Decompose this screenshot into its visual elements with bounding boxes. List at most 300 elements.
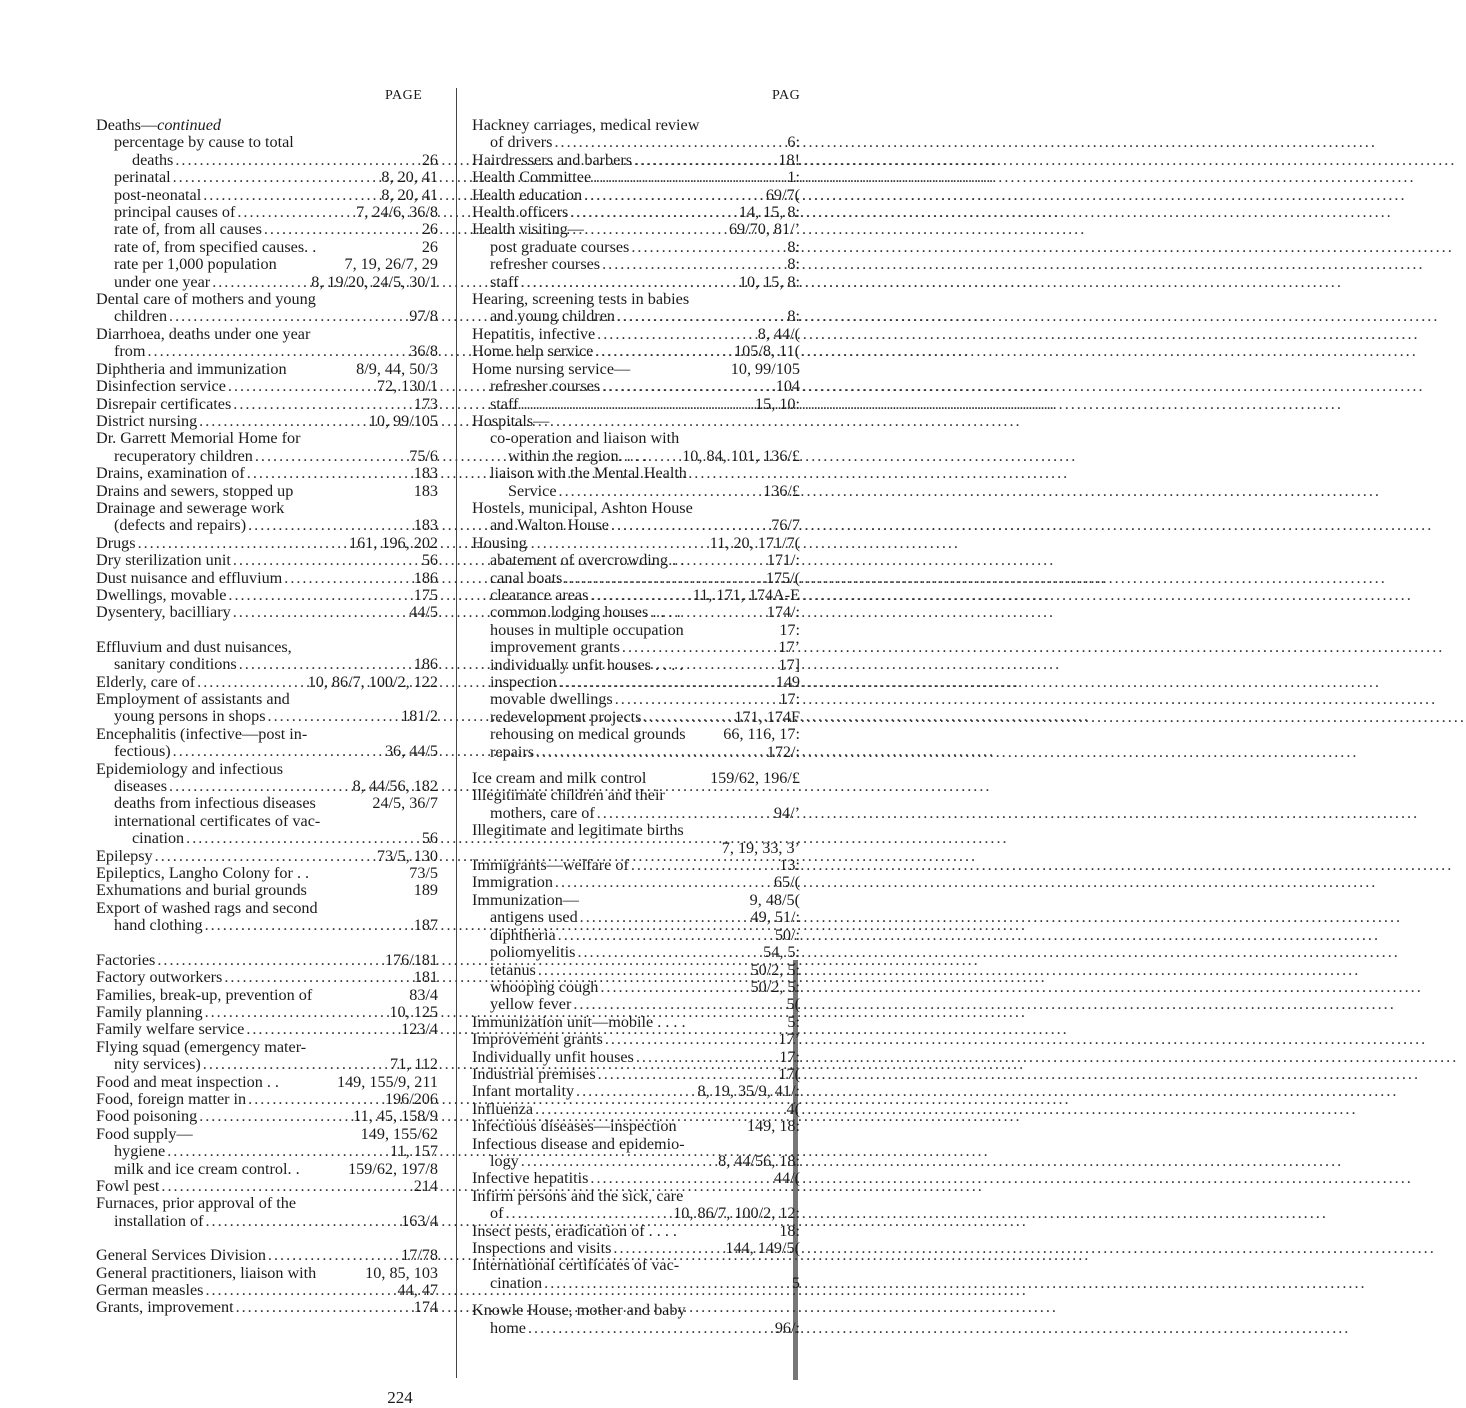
entry-pages: 10, 99/105 [368, 411, 438, 430]
dot-leader [184, 830, 422, 847]
index-entry [96, 1213, 438, 1230]
entry-term: Diarrhoea, deaths under one year [96, 324, 311, 343]
page-column-label-right: PAG [772, 88, 801, 103]
entry-pages: 83/4 [409, 985, 438, 1004]
entry-term: logy [490, 1151, 519, 1170]
entry-term: co-operation and liaison with [490, 429, 680, 448]
dot-leader [596, 1066, 779, 1083]
dot-leader [503, 1205, 673, 1222]
entry-term: Food, foreign matter in [96, 1089, 247, 1108]
index-entry [96, 256, 438, 273]
entry-term: from [114, 342, 146, 361]
dot-leader [153, 848, 377, 865]
dot-leader [552, 134, 787, 151]
dot-leader [598, 979, 750, 996]
dot-leader [613, 691, 780, 708]
entry-term: mothers, care of [490, 803, 595, 822]
entry-pages: 104 [775, 377, 800, 396]
entry-term: fectious) [114, 742, 171, 761]
entry-term: Exhumations and burial grounds [96, 881, 307, 900]
index-entry [472, 1188, 800, 1205]
entry-term: General practitioners, liaison with [96, 1263, 317, 1282]
entry-term: and Walton House [490, 516, 609, 535]
index-entry [472, 326, 800, 343]
index-entry [472, 1275, 800, 1292]
index-entry [96, 500, 438, 517]
dot-leader [197, 413, 369, 430]
index-entry [472, 822, 800, 839]
index-entry [472, 1118, 800, 1135]
index-entry [472, 604, 800, 621]
entry-term: under one year [114, 272, 211, 291]
entry-term: canal boats [490, 568, 563, 587]
dot-leader [578, 909, 751, 926]
index-entry [96, 1195, 438, 1212]
index-entry [472, 1031, 800, 1048]
dot-leader [201, 1056, 390, 1073]
dot-leader [136, 535, 349, 552]
dot-leader [556, 927, 775, 944]
index-entry [472, 274, 800, 291]
entry-pages: 159/62, 197/8 [348, 1159, 438, 1178]
entry-pages: 171, 174F [734, 707, 800, 726]
entry-pages: 8: [787, 255, 800, 274]
dot-leader [588, 587, 692, 604]
dot-leader [266, 1247, 401, 1264]
entry-term: Drains and sewers, stopped up [96, 481, 294, 500]
dot-leader [246, 517, 414, 534]
entry-term: Immunization unit—mobile . . . . [472, 1012, 686, 1031]
entry-term: hand clothing [114, 916, 203, 935]
index-entry [472, 483, 800, 500]
entry-pages: 26 [421, 237, 438, 256]
entry-term: of drivers [490, 133, 553, 152]
index-entry [96, 795, 438, 812]
entry-pages: 72, 130/1 [376, 377, 438, 396]
dot-leader [562, 570, 765, 587]
dot-leader [173, 152, 421, 169]
index-entry [96, 1004, 438, 1021]
index-entry [472, 962, 800, 979]
entry-term: Food and meat inspection . . [96, 1072, 279, 1091]
entry-term: whooping cough [490, 977, 599, 996]
dot-leader [195, 674, 307, 691]
dot-leader [533, 1101, 786, 1118]
entry-term: installation of [114, 1211, 204, 1230]
entry-pages: 149, 18: [746, 1117, 800, 1136]
index-entry [472, 996, 800, 1013]
entry-term: Infirm persons and the sick, care [472, 1186, 684, 1205]
entry-term: staff [490, 394, 519, 413]
entry-pages: 186 [413, 655, 438, 674]
entry-pages: 183 [413, 481, 438, 500]
dot-leader [620, 639, 779, 656]
entry-pages: 159/62, 196/£ [710, 769, 800, 788]
entry-pages: 17’ [778, 638, 800, 657]
index-entry [472, 805, 800, 822]
entry-pages: 50/2, 5: [750, 960, 800, 979]
index-entry [96, 1282, 438, 1299]
index-entry [472, 291, 800, 308]
entry-term: Dental care of mothers and young [96, 290, 316, 309]
entry-term: Drains, examination of [96, 464, 245, 483]
entry-term: common lodging houses . . . . [490, 603, 681, 622]
dot-leader [600, 256, 787, 273]
index-entry [96, 1108, 438, 1125]
entry-term: Infectious diseases—inspection [472, 1117, 677, 1136]
entry-pages: 189 [413, 881, 438, 900]
entry-term: Immigrants—welfare of [472, 856, 629, 875]
index-entry [472, 657, 800, 674]
entry-term: refresher courses [490, 255, 601, 274]
dot-leader [167, 308, 409, 325]
index-entry [96, 865, 438, 882]
index-entry [96, 378, 438, 395]
index-entry [472, 857, 800, 874]
entry-pages: 181/2 [401, 707, 438, 726]
dot-leader [237, 656, 414, 673]
entry-term: Grants, improvement [96, 1298, 234, 1317]
index-entry [472, 1083, 800, 1100]
index-entry [472, 308, 800, 325]
dot-leader [266, 708, 402, 725]
entry-term: (defects and repairs) [114, 516, 247, 535]
entry-term: Export of washed rags and second [96, 898, 318, 917]
entry-pages: 8, 20, 41 [381, 168, 438, 187]
entry-pages: 11, 45, 158/9 [353, 1107, 438, 1126]
entry-term: General Services Division [96, 1246, 266, 1265]
dot-leader [171, 169, 382, 186]
entry-term: post graduate courses [490, 237, 630, 256]
entry-pages: 49, 51/: [750, 908, 800, 927]
dot-leader [226, 587, 413, 604]
index-entry [96, 987, 438, 1004]
entry-pages: 8/9, 44, 50/3 [356, 359, 438, 378]
index-entry [96, 830, 438, 847]
entry-term: diseases [114, 777, 168, 796]
entry-term: houses in multiple occupation [490, 620, 684, 639]
dot-leader [282, 570, 413, 587]
dot-leader [226, 378, 377, 395]
entry-term: children [114, 307, 168, 326]
entry-pages: 11, 157 [390, 1142, 438, 1161]
entry-term: Elderly, care of [96, 672, 196, 691]
index-entry [472, 221, 800, 238]
dot-leader [603, 1031, 779, 1048]
index-entry [472, 909, 800, 926]
dot-leader [235, 204, 356, 221]
index-entry [472, 787, 800, 804]
dot-leader [518, 396, 755, 413]
index-entry [96, 900, 438, 917]
entry-pages: 123/4 [401, 1020, 438, 1039]
entry-pages: 10, 125 [389, 1002, 438, 1021]
entry-pages: 5 [791, 1273, 800, 1292]
entry-pages: 6: [787, 133, 800, 152]
entry-term: liaison with the Mental Health [490, 464, 687, 483]
entry-term: Immunization— [472, 890, 579, 909]
entry-pages: 186 [413, 568, 438, 587]
entry-term: Hairdressers and barbers [472, 150, 633, 169]
index-entry [96, 169, 438, 186]
entry-term: cination [132, 829, 185, 848]
index-entry [472, 691, 800, 708]
entry-term: Factories [96, 950, 156, 969]
index-entry [472, 361, 800, 378]
entry-term: Hackney carriages, medical review [472, 116, 700, 134]
entry-term: District nursing [96, 411, 198, 430]
index-entry [96, 1126, 438, 1143]
entry-pages: 44/5 [409, 603, 438, 622]
entry-pages: 175 [413, 585, 438, 604]
entry-term: Dry sterilization unit [96, 551, 231, 570]
entry-term: nity services) [114, 1055, 201, 1074]
entry-pages: 44, 47 [397, 1281, 438, 1299]
entry-pages: 69/70, 81/’ [728, 220, 800, 239]
entry-pages: 56 [421, 829, 438, 848]
entry-term: perinatal [114, 168, 171, 187]
entry-term: Industrial premises [472, 1064, 596, 1083]
entry-pages: 11, 20, 171/7( [709, 533, 800, 552]
dot-leader [167, 778, 353, 795]
entry-term: Service [508, 481, 557, 500]
index-entry [96, 361, 438, 378]
index-entry [472, 587, 800, 604]
dot-leader [203, 917, 414, 934]
entry-term: Hepatitis, infective [472, 324, 596, 343]
entry-pages: 161, 196, 202 [348, 533, 438, 552]
index-entry [96, 674, 438, 691]
entry-pages: 56 [421, 551, 438, 570]
dot-leader [553, 874, 774, 891]
entry-term: Home help service [472, 342, 594, 361]
entry-term: Effluvium and dust nuisances, [96, 637, 292, 656]
index-entry [96, 430, 438, 447]
entry-pages: 7, 19, 33, 3’ [721, 838, 800, 857]
index-entry [96, 969, 438, 986]
entry-pages: 9, 48/5( [749, 890, 800, 909]
entry-pages: 183 [413, 464, 438, 483]
entry-term: Health Committee [472, 168, 592, 187]
entry-pages: 66, 116, 17: [723, 725, 800, 744]
entry-pages: 174/: [766, 603, 800, 622]
dot-leader [210, 274, 311, 291]
index-entry [96, 848, 438, 865]
entry-pages: 183 [413, 516, 438, 535]
index-entry [472, 709, 800, 726]
index-entry [96, 134, 438, 151]
dot-leader [536, 962, 751, 979]
entry-pages: 36, 44/5 [384, 742, 438, 761]
dot-leader [231, 552, 422, 569]
entry-term: Family welfare service [96, 1020, 245, 1039]
index-entry [472, 535, 800, 552]
dot-leader [145, 343, 409, 360]
index-entry [96, 587, 438, 604]
index-entry [472, 152, 800, 169]
index-entry [472, 1170, 800, 1187]
entry-term: percentage by cause to total [114, 133, 294, 152]
index-section-e [96, 639, 438, 935]
entry-pages: 10, 86/7, 100/2, 122 [307, 672, 438, 691]
entry-term: redevelopment projects [490, 707, 642, 726]
entry-pages: 76/7 [771, 516, 800, 535]
index-entry [96, 952, 438, 969]
entry-pages: 4( [786, 1099, 800, 1118]
entry-term: poliomyelitis [490, 943, 576, 962]
index-entry [472, 187, 800, 204]
entry-term: Epilepsy [96, 846, 153, 865]
dot-leader [165, 1143, 390, 1160]
dot-leader [595, 326, 758, 343]
index-entry [472, 517, 800, 534]
index-entry [96, 517, 438, 534]
entry-pages: 163/4 [401, 1211, 438, 1230]
entry-term: Factory outworkers [96, 968, 223, 987]
dot-leader [534, 744, 767, 761]
dot-leader [246, 1091, 385, 1108]
entry-pages: 14, 15, 8: [738, 203, 800, 222]
index-entry [472, 1320, 800, 1337]
entry-pages: 8, 20, 41 [381, 185, 438, 204]
entry-pages: 11, 171, 174A-E [692, 585, 800, 604]
entry-pages: 69/7( [765, 185, 800, 204]
entry-term: Epileptics, Langho Colony for . . [96, 864, 310, 883]
index-entry [472, 570, 800, 587]
entry-pages: 8, 44/56, 18: [718, 1151, 800, 1170]
entry-pages: 136/£ [763, 481, 800, 500]
dot-leader [262, 221, 422, 238]
index-section-i [472, 770, 800, 1292]
entry-term: yellow fever [490, 995, 572, 1014]
entry-term: Drainage and sewerage work [96, 498, 285, 517]
index-section-k [472, 1302, 800, 1337]
index-entry [472, 1302, 800, 1319]
index-entry [96, 343, 438, 360]
index-entry [472, 448, 800, 465]
index-entry [472, 396, 800, 413]
entry-term: principal causes of [114, 203, 236, 222]
entry-pages: 181 [413, 968, 438, 987]
index-entry [472, 892, 800, 909]
entry-pages: 174 [413, 1298, 438, 1317]
entry-term: clearance areas [490, 585, 589, 604]
entry-term: Dwellings, movable [96, 585, 227, 604]
index-entry [472, 639, 800, 656]
entry-term: rate of, from specified causes. . [114, 237, 317, 256]
index-section-h [472, 117, 800, 761]
dot-leader [171, 743, 385, 760]
entry-term: deaths from infectious diseases [114, 794, 316, 813]
entry-pages: 8, 44/( [757, 324, 800, 343]
entry-term: Disrepair certificates [96, 394, 232, 413]
index-entry [96, 778, 438, 795]
entry-term: rate of, from all causes [114, 220, 262, 239]
index-entry [96, 1143, 438, 1160]
entry-pages: 10, 15, 8: [738, 272, 800, 291]
entry-pages: 8: [787, 237, 800, 256]
index-entry [472, 134, 800, 151]
entry-pages: 54, 5: [763, 943, 800, 962]
index-entry [96, 1056, 438, 1073]
dot-leader [526, 1320, 775, 1337]
entry-term: Hostels, municipal, Ashton House [472, 498, 693, 517]
index-heading-deaths: Deaths—continued [96, 116, 221, 134]
index-entry [96, 204, 438, 221]
index-entry [472, 413, 800, 430]
entry-term: deaths [132, 150, 174, 169]
entry-pages: 36/8 [409, 342, 438, 361]
entry-term: abatement of overcrowding . . [490, 551, 685, 570]
dot-leader [568, 204, 739, 221]
dot-leader [575, 944, 763, 961]
entry-term: Food supply— [96, 1124, 193, 1143]
entry-term: Improvement grants [472, 1030, 603, 1049]
index-entry [96, 1091, 438, 1108]
dot-leader [600, 378, 776, 395]
index-entry [472, 1223, 800, 1240]
dot-leader [609, 517, 771, 534]
index-entry [472, 378, 800, 395]
dot-leader [595, 805, 774, 822]
index-entry [96, 813, 438, 830]
index-entry [96, 743, 438, 760]
entry-term: Infant mortality [472, 1082, 575, 1101]
index-entry [96, 604, 438, 621]
index-entry [96, 221, 438, 238]
index-column-right [472, 117, 800, 1337]
index-entry [472, 622, 800, 639]
dot-leader [571, 996, 786, 1013]
entry-pages: 171/: [766, 551, 800, 570]
entry-pages: 10, 85, 103 [365, 1263, 438, 1282]
entry-pages: 94/’ [773, 803, 800, 822]
entry-term: international certificates of vac- [114, 811, 321, 830]
index-entry [472, 1136, 800, 1153]
entry-term: Dysentery, bacilliary [96, 603, 231, 622]
index-entry [96, 570, 438, 587]
index-entry [472, 1049, 800, 1066]
index-entry [472, 117, 800, 134]
entry-pages: 8, 44/56, 182 [352, 777, 438, 796]
index-entry [96, 1039, 438, 1056]
entry-pages: 187 [413, 916, 438, 935]
entry-term: Ice cream and milk control [472, 769, 647, 788]
entry-term: Epidemiology and infectious [96, 759, 284, 778]
index-section-d [96, 291, 438, 622]
entry-term: Flying squad (emergency mater- [96, 1037, 307, 1056]
entry-pages: 7, 19, 26/7, 29 [344, 255, 438, 274]
entry-pages: 17: [779, 690, 800, 709]
index-entry [472, 927, 800, 944]
entry-term: sanitary conditions [114, 655, 237, 674]
entry-term: Housing [472, 533, 527, 552]
dot-leader [203, 1213, 401, 1230]
entry-term: Knowle House, mother and baby [472, 1301, 686, 1320]
entry-pages: 1: [787, 168, 800, 187]
index-entry [96, 1021, 438, 1038]
index-entry [96, 708, 438, 725]
dot-leader [629, 239, 787, 256]
entry-pages: 10, 84, 101, 136/£ [682, 446, 800, 465]
entry-pages: 196/206 [384, 1089, 438, 1108]
entry-term: antigens used [490, 908, 578, 927]
index-entry [96, 761, 438, 778]
entry-pages: 18! [778, 150, 800, 169]
dot-leader [519, 1153, 718, 1170]
entry-term: inspection [490, 673, 557, 691]
entry-pages: 18: [779, 1221, 800, 1240]
